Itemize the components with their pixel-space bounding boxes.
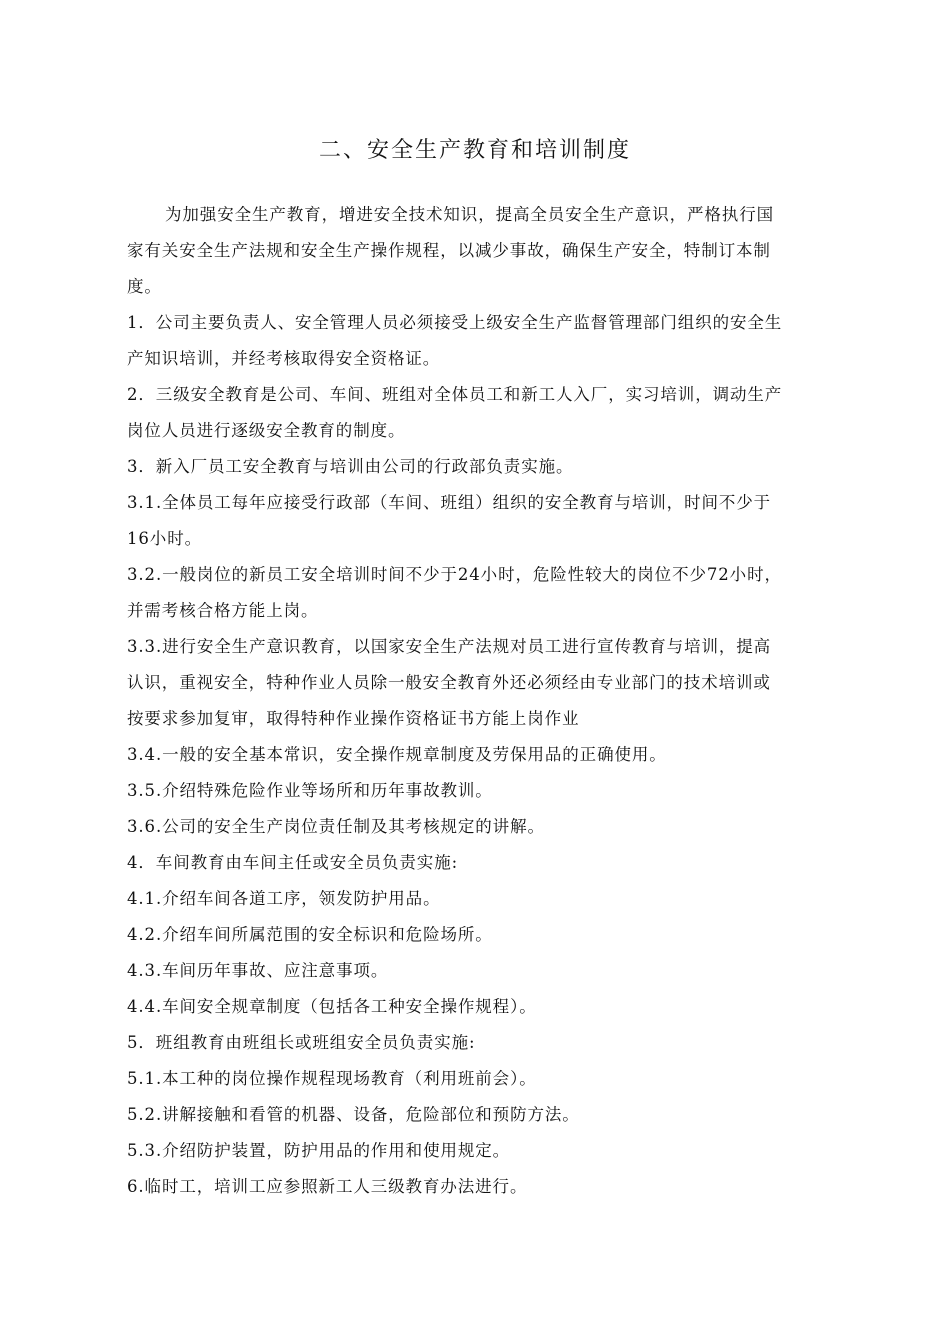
document-body	[127, 197, 852, 1205]
paragraph-line: 3.3.进行安全生产意识教育，以国家安全生产法规对员工进行宣传教育与培训，提高	[127, 637, 772, 656]
paragraph-line: 4.2.介绍车间所属范围的安全标识和危险场所。	[127, 925, 493, 944]
paragraph-line: 认识，重视安全，特种作业人员除一般安全教育外还必须经由专业部门的技术培训或	[127, 673, 771, 692]
paragraph-line: 5．班组教育由班组长或班组安全员负责实施:	[127, 1033, 476, 1052]
paragraph-line: 产知识培训，并经考核取得安全资格证。	[127, 349, 441, 368]
paragraph-line: 为加强安全生产教育，增进安全技术知识，提高全员安全生产意识，严格执行国	[165, 205, 774, 224]
paragraph-line: 2．三级安全教育是公司、车间、班组对全体员工和新工人入厂，实习培训，调动生产	[127, 385, 783, 404]
paragraph-line: 家有关安全生产法规和安全生产操作规程，以减少事故，确保生产安全，特制订本制	[127, 241, 771, 260]
paragraph-line: 3.5.介绍特殊危险作业等场所和历年事故教训。	[127, 781, 493, 800]
paragraph-line: 4.1.介绍车间各道工序，领发防护用品。	[127, 889, 441, 908]
paragraph-line: 1．公司主要负责人、安全管理人员必须接受上级安全生产监督管理部门组织的安全生	[127, 313, 783, 332]
paragraph-line: 岗位人员进行逐级安全教育的制度。	[127, 421, 406, 440]
paragraph-line: 3.6.公司的安全生产岗位责任制及其考核规定的讲解。	[127, 817, 545, 836]
paragraph-line: 并需考核合格方能上岗。	[127, 601, 319, 620]
paragraph-line: 6.临时工，培训工应参照新工人三级教育办法进行。	[127, 1177, 528, 1196]
paragraph-line: 3.2.一般岗位的新员工安全培训时间不少于24小时，危险性较大的岗位不少72小时，	[127, 565, 782, 584]
paragraph-line: 5.1.本工种的岗位操作规程现场教育（利用班前会）。	[127, 1069, 537, 1088]
paragraph-line: 4.4.车间安全规章制度（包括各工种安全操作规程）。	[127, 997, 537, 1016]
paragraph-line: 3.4.一般的安全基本常识，安全操作规章制度及劳保用品的正确使用。	[127, 745, 667, 764]
paragraph-line: 5.2.讲解接触和看管的机器、设备，危险部位和预防方法。	[127, 1105, 580, 1124]
paragraph-line: 4．车间教育由车间主任或安全员负责实施:	[127, 853, 459, 872]
paragraph-line: 5.3.介绍防护装置，防护用品的作用和使用规定。	[127, 1141, 511, 1160]
page-title: 二、安全生产教育和培训制度	[318, 138, 631, 163]
paragraph-line: 4.3.车间历年事故、应注意事项。	[127, 961, 389, 980]
paragraph-line: 16小时。	[127, 529, 202, 548]
paragraph-line: 度。	[127, 277, 162, 296]
paragraph-line: 按要求参加复审，取得特种作业操作资格证书方能上岗作业	[127, 709, 580, 728]
paragraph-line: 3.1.全体员工每年应接受行政部（车间、班组）组织的安全教育与培训，时间不少于	[127, 493, 772, 512]
paragraph-line: 3．新入厂员工安全教育与培训由公司的行政部负责实施。	[127, 457, 574, 476]
